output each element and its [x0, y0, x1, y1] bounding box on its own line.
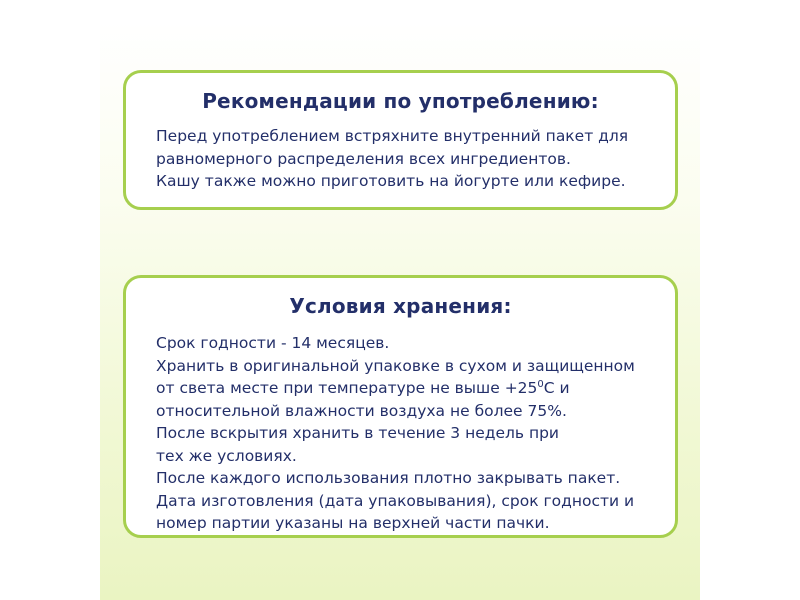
storage-line: тех же условиях. — [156, 446, 297, 465]
storage-line: относительной влажности воздуха не более 75%. — [156, 401, 567, 420]
usage-line: равномерного распределения всех ингредиентов. — [156, 149, 571, 168]
storage-line: После каждого использования плотно закрывать пакет. — [156, 469, 621, 487]
storage-line: Срок годности - 14 месяцев. — [156, 334, 390, 352]
temperature-unit: С и — [543, 379, 570, 397]
usage-recommendations-title: Рекомендации по употреблению: — [202, 89, 599, 113]
storage-conditions-title: Условия хранения: — [289, 294, 512, 318]
storage-line: Хранить в оригинальной упаковке в сухом и защищенном — [156, 356, 635, 375]
usage-recommendations-card — [123, 70, 678, 210]
storage-line: После вскрытия хранить в течение 3 недель при — [156, 424, 560, 442]
temperature-text: от света месте при температуре не выше +25 — [156, 379, 538, 397]
usage-recommendations-text — [156, 125, 665, 193]
storage-line: Дата изготовления (дата упаковывания), срок годности и — [156, 491, 635, 510]
storage-conditions-text — [156, 332, 665, 535]
usage-line: Перед употреблением встряхните внутренний пакет для — [156, 127, 629, 145]
storage-line: номер партии указаны на верхней части пачки. — [156, 514, 550, 532]
usage-line: Кашу также можно приготовить на йогурте или кефире. — [156, 172, 626, 190]
degree-superscript: 0 — [537, 378, 544, 390]
storage-conditions-card — [123, 275, 678, 538]
storage-line-temperature — [156, 377, 665, 400]
